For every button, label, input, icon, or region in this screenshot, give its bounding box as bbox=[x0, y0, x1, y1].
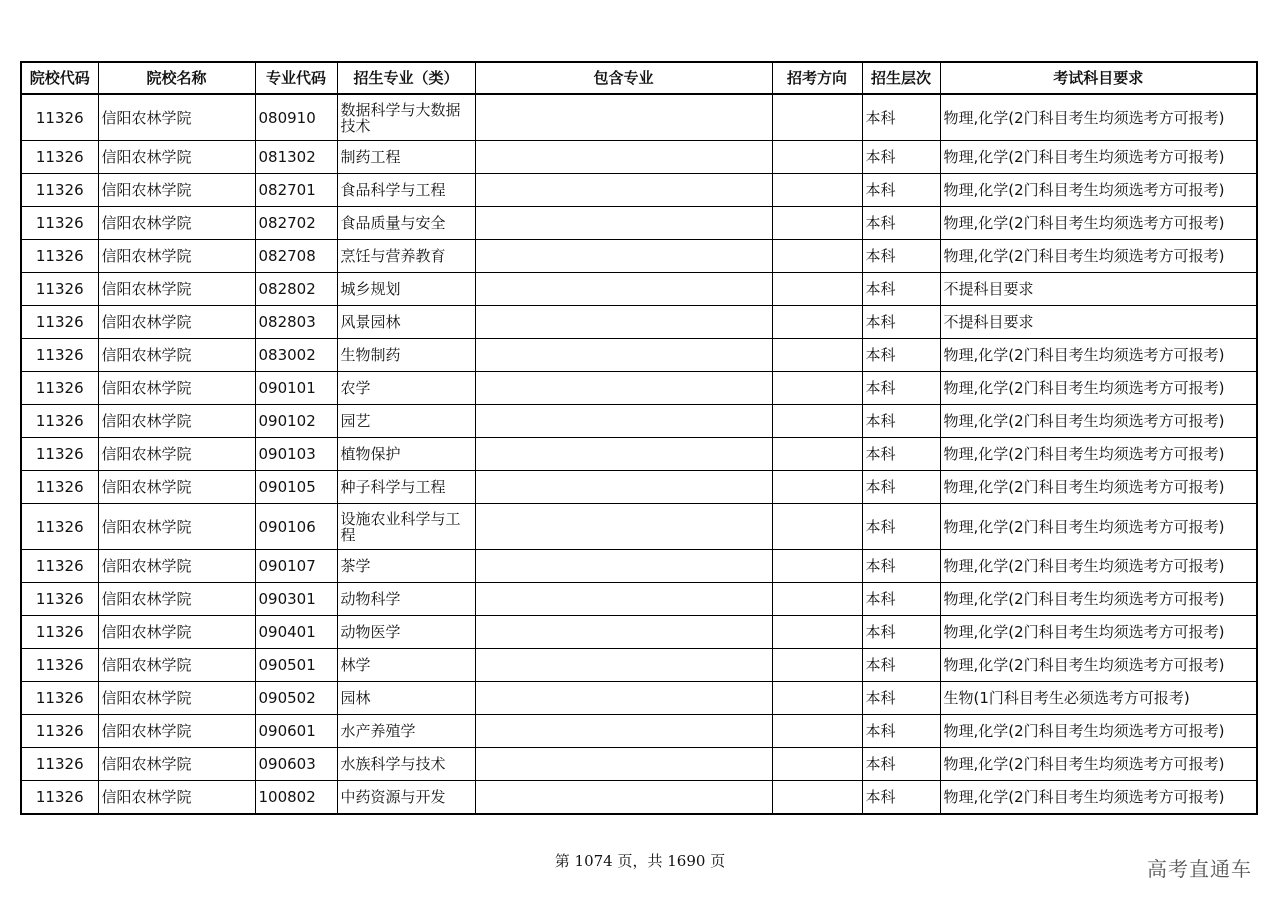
cell-direction bbox=[772, 174, 862, 207]
cell-included-majors bbox=[475, 438, 772, 471]
cell-major: 动物科学 bbox=[337, 583, 475, 616]
cell-major: 食品科学与工程 bbox=[337, 174, 475, 207]
table-row bbox=[21, 649, 1257, 682]
cell-school-name: 信阳农林学院 bbox=[98, 504, 255, 550]
cell-level: 本科 bbox=[862, 781, 940, 815]
table-row bbox=[21, 174, 1257, 207]
cell-major: 园艺 bbox=[337, 405, 475, 438]
cell-direction bbox=[772, 339, 862, 372]
cell-level: 本科 bbox=[862, 174, 940, 207]
cell-major: 园林 bbox=[337, 682, 475, 715]
cell-level: 本科 bbox=[862, 405, 940, 438]
cell-major: 数据科学与大数据技术 bbox=[337, 94, 475, 141]
cell-level: 本科 bbox=[862, 748, 940, 781]
cell-school-name: 信阳农林学院 bbox=[98, 715, 255, 748]
table-row bbox=[21, 94, 1257, 141]
table-row bbox=[21, 405, 1257, 438]
cell-major: 中药资源与开发 bbox=[337, 781, 475, 815]
cell-subject-requirement: 不提科目要求 bbox=[940, 273, 1257, 306]
table-row bbox=[21, 339, 1257, 372]
cell-included-majors bbox=[475, 372, 772, 405]
cell-school-code: 11326 bbox=[21, 372, 98, 405]
cell-school-code: 11326 bbox=[21, 649, 98, 682]
cell-level: 本科 bbox=[862, 649, 940, 682]
cell-school-name: 信阳农林学院 bbox=[98, 273, 255, 306]
cell-level: 本科 bbox=[862, 438, 940, 471]
cell-subject-requirement: 物理,化学(2门科目考生均须选考方可报考) bbox=[940, 583, 1257, 616]
cell-school-name: 信阳农林学院 bbox=[98, 471, 255, 504]
cell-subject-requirement: 生物(1门科目考生必须选考方可报考) bbox=[940, 682, 1257, 715]
cell-major: 设施农业科学与工程 bbox=[337, 504, 475, 550]
table-row bbox=[21, 583, 1257, 616]
cell-school-code: 11326 bbox=[21, 306, 98, 339]
cell-subject-requirement: 物理,化学(2门科目考生均须选考方可报考) bbox=[940, 207, 1257, 240]
cell-school-code: 11326 bbox=[21, 616, 98, 649]
cell-direction bbox=[772, 306, 862, 339]
cell-school-code: 11326 bbox=[21, 339, 98, 372]
table-row bbox=[21, 306, 1257, 339]
cell-school-code: 11326 bbox=[21, 240, 98, 273]
cell-school-code: 11326 bbox=[21, 471, 98, 504]
cell-included-majors bbox=[475, 240, 772, 273]
cell-major-code: 100802 bbox=[255, 781, 337, 815]
cell-major: 动物医学 bbox=[337, 616, 475, 649]
table-row bbox=[21, 550, 1257, 583]
cell-major-code: 090102 bbox=[255, 405, 337, 438]
cell-major-code: 090105 bbox=[255, 471, 337, 504]
cell-subject-requirement: 物理,化学(2门科目考生均须选考方可报考) bbox=[940, 616, 1257, 649]
cell-major: 食品质量与安全 bbox=[337, 207, 475, 240]
header-level: 招生层次 bbox=[862, 62, 940, 94]
cell-major: 风景园林 bbox=[337, 306, 475, 339]
cell-level: 本科 bbox=[862, 682, 940, 715]
cell-school-name: 信阳农林学院 bbox=[98, 94, 255, 141]
cell-school-code: 11326 bbox=[21, 141, 98, 174]
table-row bbox=[21, 240, 1257, 273]
cell-subject-requirement: 物理,化学(2门科目考生均须选考方可报考) bbox=[940, 405, 1257, 438]
cell-school-code: 11326 bbox=[21, 583, 98, 616]
cell-major-code: 090106 bbox=[255, 504, 337, 550]
cell-subject-requirement: 物理,化学(2门科目考生均须选考方可报考) bbox=[940, 550, 1257, 583]
cell-direction bbox=[772, 504, 862, 550]
cell-level: 本科 bbox=[862, 306, 940, 339]
cell-subject-requirement: 物理,化学(2门科目考生均须选考方可报考) bbox=[940, 715, 1257, 748]
cell-school-code: 11326 bbox=[21, 748, 98, 781]
cell-level: 本科 bbox=[862, 94, 940, 141]
cell-major: 生物制药 bbox=[337, 339, 475, 372]
cell-subject-requirement: 物理,化学(2门科目考生均须选考方可报考) bbox=[940, 240, 1257, 273]
cell-school-name: 信阳农林学院 bbox=[98, 583, 255, 616]
cell-included-majors bbox=[475, 471, 772, 504]
cell-subject-requirement: 物理,化学(2门科目考生均须选考方可报考) bbox=[940, 174, 1257, 207]
cell-school-name: 信阳农林学院 bbox=[98, 405, 255, 438]
cell-school-name: 信阳农林学院 bbox=[98, 207, 255, 240]
cell-level: 本科 bbox=[862, 339, 940, 372]
cell-major-code: 082701 bbox=[255, 174, 337, 207]
table-row bbox=[21, 781, 1257, 815]
cell-school-code: 11326 bbox=[21, 781, 98, 815]
cell-included-majors bbox=[475, 781, 772, 815]
cell-school-name: 信阳农林学院 bbox=[98, 438, 255, 471]
cell-subject-requirement: 物理,化学(2门科目考生均须选考方可报考) bbox=[940, 471, 1257, 504]
cell-major-code: 090103 bbox=[255, 438, 337, 471]
header-school-code: 院校代码 bbox=[21, 62, 98, 94]
cell-major-code: 090501 bbox=[255, 649, 337, 682]
cell-school-name: 信阳农林学院 bbox=[98, 748, 255, 781]
cell-subject-requirement: 物理,化学(2门科目考生均须选考方可报考) bbox=[940, 748, 1257, 781]
header-subject-requirement: 考试科目要求 bbox=[940, 62, 1257, 94]
cell-major-code: 082708 bbox=[255, 240, 337, 273]
cell-included-majors bbox=[475, 141, 772, 174]
cell-included-majors bbox=[475, 682, 772, 715]
cell-school-code: 11326 bbox=[21, 174, 98, 207]
cell-school-name: 信阳农林学院 bbox=[98, 372, 255, 405]
cell-school-name: 信阳农林学院 bbox=[98, 649, 255, 682]
table-row bbox=[21, 748, 1257, 781]
cell-direction bbox=[772, 207, 862, 240]
table-row bbox=[21, 471, 1257, 504]
cell-included-majors bbox=[475, 748, 772, 781]
header-direction: 招考方向 bbox=[772, 62, 862, 94]
page-number: 第 1074 页，共 1690 页 bbox=[554, 852, 726, 870]
cell-major: 城乡规划 bbox=[337, 273, 475, 306]
cell-direction bbox=[772, 94, 862, 141]
table-row bbox=[21, 273, 1257, 306]
cell-direction bbox=[772, 550, 862, 583]
cell-school-name: 信阳农林学院 bbox=[98, 616, 255, 649]
cell-level: 本科 bbox=[862, 471, 940, 504]
cell-major-code: 090107 bbox=[255, 550, 337, 583]
cell-subject-requirement: 物理,化学(2门科目考生均须选考方可报考) bbox=[940, 649, 1257, 682]
table-body bbox=[21, 94, 1257, 814]
header-major: 招生专业（类） bbox=[337, 62, 475, 94]
cell-major: 茶学 bbox=[337, 550, 475, 583]
cell-included-majors bbox=[475, 306, 772, 339]
cell-school-name: 信阳农林学院 bbox=[98, 339, 255, 372]
cell-included-majors bbox=[475, 339, 772, 372]
cell-included-majors bbox=[475, 550, 772, 583]
cell-major-code: 082803 bbox=[255, 306, 337, 339]
cell-direction bbox=[772, 583, 862, 616]
cell-school-name: 信阳农林学院 bbox=[98, 550, 255, 583]
cell-school-code: 11326 bbox=[21, 504, 98, 550]
cell-major-code: 090601 bbox=[255, 715, 337, 748]
cell-direction bbox=[772, 471, 862, 504]
cell-level: 本科 bbox=[862, 273, 940, 306]
cell-major: 烹饪与营养教育 bbox=[337, 240, 475, 273]
cell-school-name: 信阳农林学院 bbox=[98, 682, 255, 715]
cell-subject-requirement: 物理,化学(2门科目考生均须选考方可报考) bbox=[940, 141, 1257, 174]
cell-direction bbox=[772, 438, 862, 471]
cell-included-majors bbox=[475, 94, 772, 141]
cell-major: 制药工程 bbox=[337, 141, 475, 174]
cell-subject-requirement: 物理,化学(2门科目考生均须选考方可报考) bbox=[940, 339, 1257, 372]
cell-included-majors bbox=[475, 583, 772, 616]
cell-major: 种子科学与工程 bbox=[337, 471, 475, 504]
cell-major-code: 081302 bbox=[255, 141, 337, 174]
table-row bbox=[21, 715, 1257, 748]
cell-major-code: 090502 bbox=[255, 682, 337, 715]
cell-subject-requirement: 物理,化学(2门科目考生均须选考方可报考) bbox=[940, 504, 1257, 550]
table-row bbox=[21, 141, 1257, 174]
cell-direction bbox=[772, 240, 862, 273]
cell-level: 本科 bbox=[862, 240, 940, 273]
cell-school-code: 11326 bbox=[21, 273, 98, 306]
cell-included-majors bbox=[475, 649, 772, 682]
cell-school-name: 信阳农林学院 bbox=[98, 240, 255, 273]
cell-included-majors bbox=[475, 715, 772, 748]
cell-school-code: 11326 bbox=[21, 207, 98, 240]
cell-school-code: 11326 bbox=[21, 405, 98, 438]
cell-school-code: 11326 bbox=[21, 550, 98, 583]
cell-school-name: 信阳农林学院 bbox=[98, 141, 255, 174]
cell-major-code: 082802 bbox=[255, 273, 337, 306]
cell-school-code: 11326 bbox=[21, 682, 98, 715]
cell-level: 本科 bbox=[862, 504, 940, 550]
cell-level: 本科 bbox=[862, 616, 940, 649]
cell-direction bbox=[772, 715, 862, 748]
cell-subject-requirement: 物理,化学(2门科目考生均须选考方可报考) bbox=[940, 781, 1257, 815]
cell-major-code: 090603 bbox=[255, 748, 337, 781]
table-row bbox=[21, 616, 1257, 649]
cell-major-code: 090401 bbox=[255, 616, 337, 649]
cell-level: 本科 bbox=[862, 141, 940, 174]
cell-level: 本科 bbox=[862, 715, 940, 748]
header-row bbox=[21, 62, 1257, 94]
cell-included-majors bbox=[475, 174, 772, 207]
cell-major: 林学 bbox=[337, 649, 475, 682]
cell-level: 本科 bbox=[862, 372, 940, 405]
cell-major: 农学 bbox=[337, 372, 475, 405]
cell-level: 本科 bbox=[862, 550, 940, 583]
cell-school-code: 11326 bbox=[21, 438, 98, 471]
cell-direction bbox=[772, 682, 862, 715]
cell-major-code: 080910 bbox=[255, 94, 337, 141]
cell-included-majors bbox=[475, 504, 772, 550]
cell-subject-requirement: 物理,化学(2门科目考生均须选考方可报考) bbox=[940, 438, 1257, 471]
cell-subject-requirement: 不提科目要求 bbox=[940, 306, 1257, 339]
cell-level: 本科 bbox=[862, 583, 940, 616]
cell-school-name: 信阳农林学院 bbox=[98, 174, 255, 207]
cell-direction bbox=[772, 372, 862, 405]
cell-subject-requirement: 物理,化学(2门科目考生均须选考方可报考) bbox=[940, 94, 1257, 141]
header-included-majors: 包含专业 bbox=[475, 62, 772, 94]
cell-direction bbox=[772, 649, 862, 682]
header-major-code: 专业代码 bbox=[255, 62, 337, 94]
cell-direction bbox=[772, 616, 862, 649]
cell-included-majors bbox=[475, 405, 772, 438]
cell-included-majors bbox=[475, 273, 772, 306]
cell-major: 植物保护 bbox=[337, 438, 475, 471]
cell-major-code: 082702 bbox=[255, 207, 337, 240]
cell-included-majors bbox=[475, 207, 772, 240]
watermark-logo: 高考直通车 bbox=[1147, 857, 1252, 881]
table-row bbox=[21, 504, 1257, 550]
cell-direction bbox=[772, 781, 862, 815]
cell-direction bbox=[772, 748, 862, 781]
cell-level: 本科 bbox=[862, 207, 940, 240]
cell-direction bbox=[772, 273, 862, 306]
table-row bbox=[21, 438, 1257, 471]
cell-major-code: 090301 bbox=[255, 583, 337, 616]
cell-school-name: 信阳农林学院 bbox=[98, 781, 255, 815]
cell-major: 水族科学与技术 bbox=[337, 748, 475, 781]
admissions-table bbox=[20, 61, 1258, 815]
cell-school-code: 11326 bbox=[21, 94, 98, 141]
cell-direction bbox=[772, 141, 862, 174]
table-row bbox=[21, 207, 1257, 240]
cell-major: 水产养殖学 bbox=[337, 715, 475, 748]
cell-direction bbox=[772, 405, 862, 438]
header-school-name: 院校名称 bbox=[98, 62, 255, 94]
table-row bbox=[21, 682, 1257, 715]
cell-major-code: 090101 bbox=[255, 372, 337, 405]
cell-school-name: 信阳农林学院 bbox=[98, 306, 255, 339]
cell-included-majors bbox=[475, 616, 772, 649]
cell-school-code: 11326 bbox=[21, 715, 98, 748]
cell-subject-requirement: 物理,化学(2门科目考生均须选考方可报考) bbox=[940, 372, 1257, 405]
table-row bbox=[21, 372, 1257, 405]
cell-major-code: 083002 bbox=[255, 339, 337, 372]
